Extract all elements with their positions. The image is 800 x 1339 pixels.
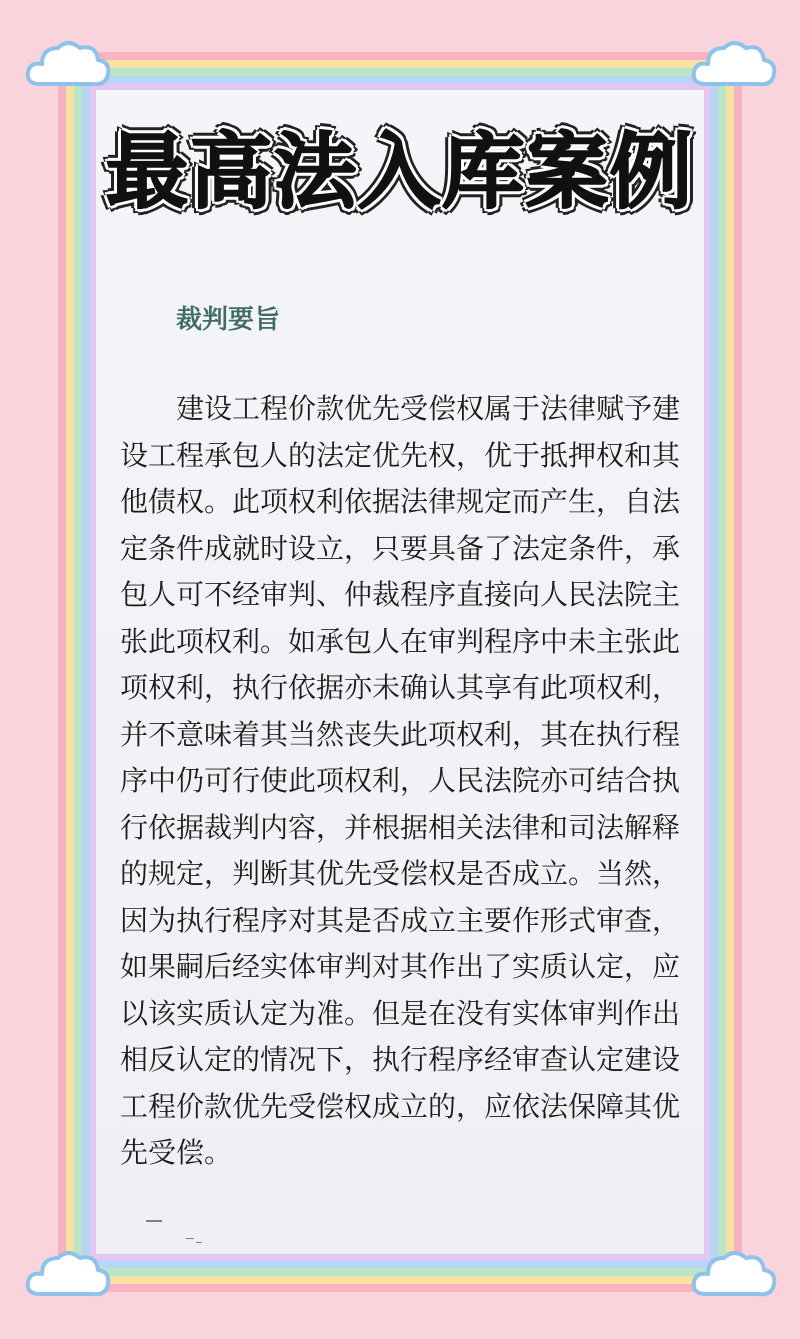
cloud-icon	[22, 1244, 112, 1304]
scan-mark	[146, 1220, 162, 1222]
body-paragraph: 建设工程价款优先受偿权属于法律赋予建设工程承包人的法定优先权，优于抵押权和其他债权。此项权利依据法律规定而产生，自法定条件成就时设立，只要具备了法定条件，承包人可不经审判、仲裁程序直接向人民法院主张此项权利。如承包人在审判程序中未主张此项权利，执行依据亦未确认其享有此项权利，并不意味着其当然丧失此项权利，其在执行程序中仍可行使此项权利，人民法院亦可结合执行依据裁判内容，并根据相关法律和司法解释的规定，判断其优先受偿权是否成立。当然，因为执行程序对其是否成立主要作形式审查，如果嗣后经实体审判对其作出了实质认定，应以该实质认定为准。但是在没有实体审判作出相反认定的情况下，执行程序经审查认定建设工程价款优先受偿权成立的，应依法保障其优先受偿。	[120, 392, 681, 1169]
cloud-icon	[22, 34, 112, 94]
scan-mark	[196, 1242, 202, 1243]
cloud-icon	[688, 1244, 778, 1304]
page-title: 最高法入库案例	[105, 125, 694, 220]
cloud-icon	[688, 34, 778, 94]
scan-mark	[186, 1238, 194, 1239]
section-heading: 裁判要旨	[176, 305, 281, 335]
